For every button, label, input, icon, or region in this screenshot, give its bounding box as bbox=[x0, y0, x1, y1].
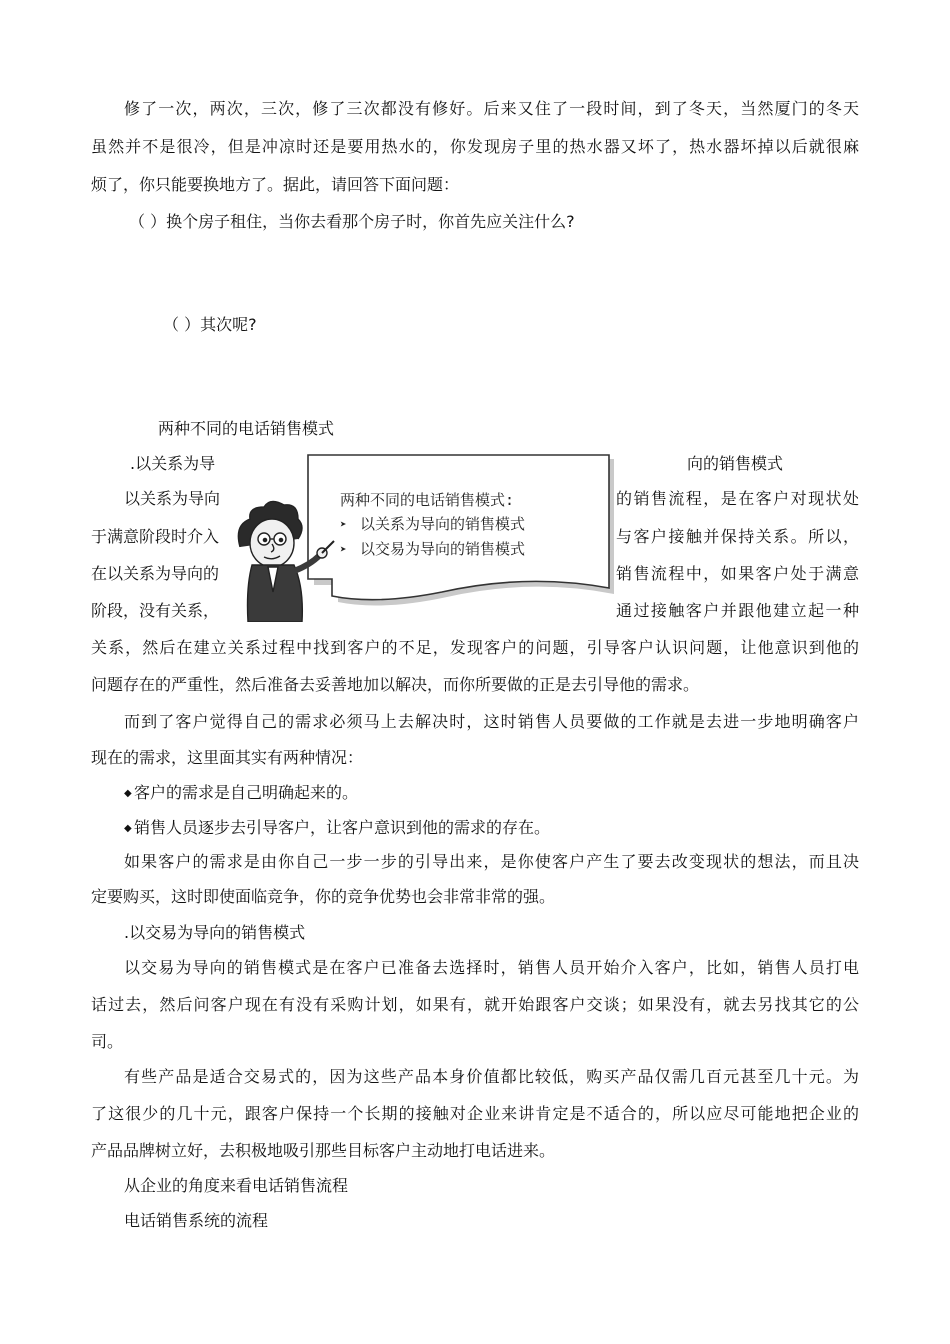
question-1: （ ）换个房子租住，当你去看那个房子时，你首先应关注什么? bbox=[129, 212, 575, 231]
relation-body-line-1: 关系，然后在建立关系过程中找到客户的不足，发现客户的问题，引导客户认识问题，让他意识到他的 bbox=[91, 638, 859, 657]
figure-item-relation bbox=[340, 515, 525, 534]
paragraph-4-line-2: 话过去，然后问客户现在有没有采购计划，如果有，就开始跟客户交谈；如果没有，就去另找其它的公 bbox=[91, 995, 859, 1014]
bullet-item bbox=[124, 818, 550, 840]
paragraph-2-line-2: 现在的需求，这里面其实有两种情况： bbox=[91, 748, 364, 767]
diamond-bullet-icon: ◆ bbox=[124, 788, 132, 799]
heading-system: 电话销售系统的流程 bbox=[124, 1211, 269, 1230]
wrap-line-1-left: 以关系为导向 bbox=[124, 489, 221, 508]
wrap-line-4-left: 阶段，没有关系， bbox=[91, 601, 220, 620]
paragraph-5-line-1: 有些产品是适合交易式的，因为这些产品本身价值都比较低，购买产品仅需几百元甚至几十元。为 bbox=[124, 1067, 859, 1086]
transaction-heading: .以交易为导向的销售模式 bbox=[124, 923, 306, 942]
paragraph-1-line-1: 修了一次，两次，三次，修了三次都没有修好。后来又住了一段时间，到了冬天，当然厦门的冬天 bbox=[124, 99, 859, 118]
question-2: （ ）其次呢? bbox=[163, 315, 257, 334]
paragraph-5-line-3: 产品品牌树立好，去积极地吸引那些目标客户主动地打电话进来。 bbox=[91, 1141, 556, 1160]
paragraph-3-line-2: 定要购买，这时即使面临竞争，你的竞争优势也会非常非常的强。 bbox=[91, 887, 556, 906]
arrow-bullet-icon: ➤ bbox=[340, 518, 347, 531]
section-title: 两种不同的电话销售模式 bbox=[158, 419, 335, 438]
paragraph-4-line-1: 以交易为导向的销售模式是在客户已准备去选择时，销售人员开始介入客户，比如，销售人员打电 bbox=[124, 958, 859, 977]
bullet-item-text: 客户的需求是自己明确起来的。 bbox=[134, 783, 359, 802]
wrap-line-2-right: 与客户接触并保持关系。所以， bbox=[616, 527, 859, 546]
wrap-line-3-right: 销售流程中，如果客户处于满意 bbox=[616, 564, 859, 583]
heading-enterprise: 从企业的角度来看电话销售流程 bbox=[124, 1176, 349, 1195]
bullet-item bbox=[124, 783, 358, 805]
wrap-line-3-left: 在以关系为导向的 bbox=[91, 564, 220, 583]
figure-item-transaction-label: 以交易为导向的销售模式 bbox=[360, 540, 526, 558]
relation-heading-right: 向的销售模式 bbox=[687, 454, 784, 473]
wrap-line-2-left: 于满意阶段时介入 bbox=[91, 527, 220, 546]
paragraph-2-line-1: 而到了客户觉得自己的需求必须马上去解决时，这时销售人员要做的工作就是去进一步地明确客户 bbox=[124, 712, 859, 731]
figure-item-transaction bbox=[340, 540, 525, 559]
arrow-bullet-icon: ➤ bbox=[340, 543, 347, 556]
wrap-line-4-right: 通过接触客户并跟他建立起一种 bbox=[616, 601, 859, 620]
paragraph-1-line-3: 烦了，你只能要换地方了。据此，请回答下面问题： bbox=[91, 175, 460, 194]
paragraph-3-line-1: 如果客户的需求是由你自己一步一步的引导出来，是你使客户产生了要去改变现状的想法，而且决 bbox=[124, 852, 859, 871]
bullet-item-text: 销售人员逐步去引导客户，让客户意识到他的需求的存在。 bbox=[134, 818, 551, 837]
wrap-line-1-right: 的销售流程，是在客户对现状处 bbox=[616, 489, 859, 508]
figure-drawing bbox=[232, 447, 617, 622]
paragraph-5-line-2: 了这很少的几十元，跟客户保持一个长期的接触对企业来讲肯定是不适合的，所以应尽可能地把企业的 bbox=[91, 1104, 859, 1123]
figure-title: 两种不同的电话销售模式: bbox=[340, 491, 515, 509]
paragraph-4-line-3: 司。 bbox=[91, 1032, 124, 1051]
relation-body-line-2: 问题存在的严重性，然后准备去妥善地加以解决，而你所要做的正是去引导他的需求。 bbox=[91, 675, 700, 694]
diamond-bullet-icon: ◆ bbox=[124, 823, 132, 834]
figure-item-relation-label: 以关系为导向的销售模式 bbox=[360, 515, 526, 533]
sales-mode-figure bbox=[232, 447, 617, 622]
paragraph-1-line-2: 虽然并不是很冷，但是冲凉时还是要用热水的，你发现房子里的热水器又坏了，热水器坏掉以后就很麻 bbox=[91, 137, 859, 156]
relation-heading-left: .以关系为导 bbox=[130, 454, 216, 473]
